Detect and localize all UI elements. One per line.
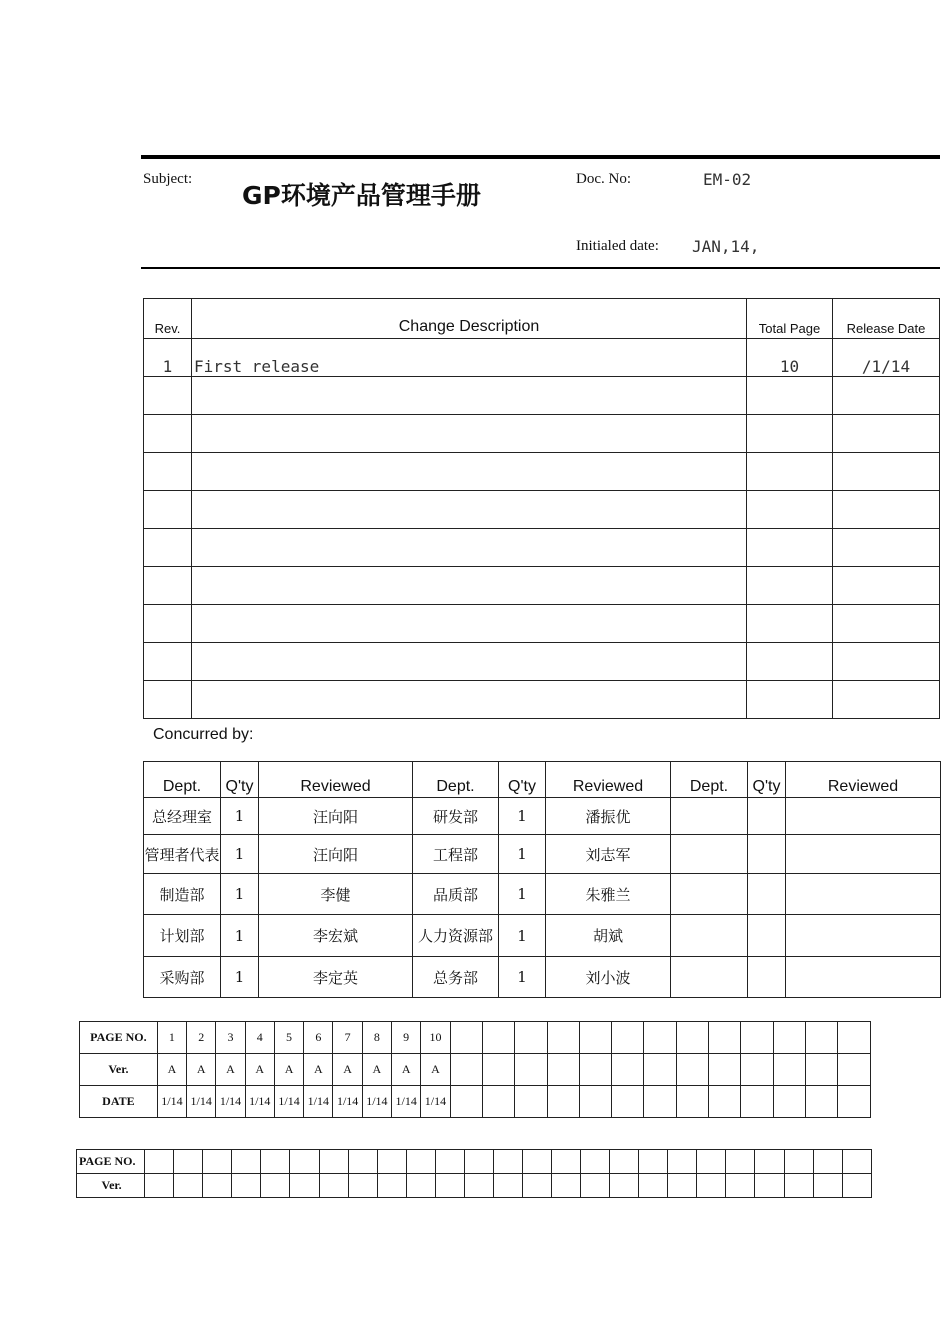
revision-row bbox=[144, 377, 940, 415]
release-date-cell bbox=[833, 681, 940, 719]
revision-row bbox=[144, 453, 940, 491]
page-cell bbox=[450, 1054, 482, 1086]
page-no-label-2: PAGE NO. bbox=[77, 1150, 145, 1174]
page-version-table bbox=[79, 1021, 871, 1118]
page-cell: 9 bbox=[392, 1022, 421, 1054]
header-bottom-rule bbox=[141, 267, 940, 269]
qty-cell bbox=[748, 915, 786, 957]
reviewed-header: Reviewed bbox=[786, 762, 941, 798]
page-cell bbox=[668, 1150, 697, 1174]
page-cell bbox=[676, 1086, 708, 1118]
page-cell bbox=[709, 1086, 741, 1118]
page-cell bbox=[697, 1150, 726, 1174]
revision-row bbox=[144, 681, 940, 719]
reviewed-cell: 汪向阳 bbox=[259, 835, 413, 874]
page-no-row bbox=[80, 1022, 871, 1054]
page-cell bbox=[482, 1022, 514, 1054]
subject-label: Subject: bbox=[143, 171, 193, 187]
change-description-cell bbox=[192, 529, 747, 567]
page-cell bbox=[522, 1174, 551, 1198]
page-cell bbox=[377, 1174, 406, 1198]
rev-cell bbox=[144, 377, 192, 415]
page-cell bbox=[741, 1054, 773, 1086]
total-page-cell bbox=[747, 453, 833, 491]
total-page-cell: 10 bbox=[747, 339, 833, 377]
revision-row bbox=[144, 605, 940, 643]
qty-cell: 1 bbox=[499, 798, 546, 835]
release-date-cell bbox=[833, 377, 940, 415]
page-cell: 1/14 bbox=[304, 1086, 333, 1118]
page-cell bbox=[319, 1150, 348, 1174]
concurred-by-label: Concurred by: bbox=[153, 726, 254, 743]
page-cell bbox=[755, 1174, 784, 1198]
page-cell bbox=[773, 1086, 805, 1118]
page-cell bbox=[435, 1174, 464, 1198]
page-no-row-2 bbox=[77, 1150, 872, 1174]
page-cell: 5 bbox=[274, 1022, 303, 1054]
page-cell bbox=[547, 1086, 579, 1118]
page-cell bbox=[741, 1086, 773, 1118]
page-version-table-2 bbox=[76, 1149, 872, 1198]
qty-header: Q'ty bbox=[748, 762, 786, 798]
page-cell bbox=[784, 1174, 813, 1198]
rev-cell bbox=[144, 529, 192, 567]
page-cell bbox=[838, 1086, 871, 1118]
page-cell: A bbox=[216, 1054, 245, 1086]
reviewed-cell bbox=[786, 798, 941, 835]
reviewed-cell bbox=[786, 835, 941, 874]
rev-cell bbox=[144, 567, 192, 605]
rev-cell bbox=[144, 643, 192, 681]
rev-cell bbox=[144, 415, 192, 453]
reviewed-cell: 胡斌 bbox=[546, 915, 671, 957]
page-cell bbox=[319, 1174, 348, 1198]
dept-cell: 工程部 bbox=[413, 835, 499, 874]
document-title: GP环境产品管理手册 bbox=[242, 181, 481, 210]
change-description-cell bbox=[192, 643, 747, 681]
page-cell bbox=[493, 1174, 522, 1198]
release-date-cell: /1/14 bbox=[833, 339, 940, 377]
page-cell bbox=[842, 1150, 871, 1174]
concurred-header-row bbox=[144, 762, 941, 798]
page-cell bbox=[612, 1054, 644, 1086]
release-date-cell bbox=[833, 491, 940, 529]
change-description-cell bbox=[192, 605, 747, 643]
page-cell bbox=[644, 1022, 676, 1054]
page-cell bbox=[174, 1174, 203, 1198]
page-cell bbox=[773, 1022, 805, 1054]
version-row bbox=[80, 1054, 871, 1086]
page-cell bbox=[709, 1054, 741, 1086]
page-cell bbox=[482, 1054, 514, 1086]
reviewed-cell bbox=[786, 915, 941, 957]
qty-cell: 1 bbox=[499, 835, 546, 874]
page-cell: 1/14 bbox=[157, 1086, 186, 1118]
page-cell: 1/14 bbox=[362, 1086, 391, 1118]
release-date-cell bbox=[833, 529, 940, 567]
page-cell: 6 bbox=[304, 1022, 333, 1054]
page-cell: A bbox=[362, 1054, 391, 1086]
page-cell bbox=[450, 1022, 482, 1054]
page-cell: A bbox=[187, 1054, 216, 1086]
page-cell: 1/14 bbox=[216, 1086, 245, 1118]
concurred-table-body bbox=[144, 798, 941, 998]
rev-cell bbox=[144, 491, 192, 529]
change-description-cell bbox=[192, 491, 747, 529]
version-label-2: Ver. bbox=[77, 1174, 145, 1198]
page-cell bbox=[806, 1086, 838, 1118]
revision-row bbox=[144, 491, 940, 529]
date-label: DATE bbox=[80, 1086, 158, 1118]
page-cell bbox=[726, 1150, 755, 1174]
concurred-row bbox=[144, 798, 941, 835]
reviewed-cell: 朱雅兰 bbox=[546, 874, 671, 915]
concurred-row bbox=[144, 915, 941, 957]
page-cell bbox=[806, 1022, 838, 1054]
revision-row bbox=[144, 567, 940, 605]
dept-cell bbox=[671, 835, 748, 874]
page-cell bbox=[261, 1174, 290, 1198]
page-cell bbox=[813, 1150, 842, 1174]
dept-cell: 制造部 bbox=[144, 874, 221, 915]
page-cell bbox=[145, 1174, 174, 1198]
concurred-row bbox=[144, 957, 941, 998]
total-page-cell bbox=[747, 377, 833, 415]
revision-table bbox=[143, 298, 940, 719]
page-cell: 1/14 bbox=[392, 1086, 421, 1118]
rev-header: Rev. bbox=[144, 299, 192, 339]
page-cell: A bbox=[421, 1054, 450, 1086]
reviewed-header: Reviewed bbox=[546, 762, 671, 798]
rev-cell bbox=[144, 453, 192, 491]
page-cell: 1/14 bbox=[245, 1086, 274, 1118]
dept-cell bbox=[671, 957, 748, 998]
page-cell bbox=[806, 1054, 838, 1086]
page-cell: 1 bbox=[157, 1022, 186, 1054]
page-cell bbox=[348, 1174, 377, 1198]
page-cell bbox=[435, 1150, 464, 1174]
dept-cell: 总经理室 bbox=[144, 798, 221, 835]
doc-no-value: EM-02 bbox=[703, 170, 752, 189]
rev-cell bbox=[144, 605, 192, 643]
page-cell bbox=[676, 1022, 708, 1054]
page-cell bbox=[145, 1150, 174, 1174]
dept-header: Dept. bbox=[413, 762, 499, 798]
page-cell bbox=[515, 1054, 547, 1086]
dept-cell bbox=[671, 915, 748, 957]
qty-header: Q'ty bbox=[221, 762, 259, 798]
page-cell bbox=[644, 1086, 676, 1118]
page-cell bbox=[493, 1150, 522, 1174]
page-cell bbox=[522, 1150, 551, 1174]
page-cell bbox=[515, 1022, 547, 1054]
dept-cell: 计划部 bbox=[144, 915, 221, 957]
reviewed-cell: 潘振优 bbox=[546, 798, 671, 835]
page-cell bbox=[784, 1150, 813, 1174]
page-cell bbox=[261, 1150, 290, 1174]
qty-cell: 1 bbox=[221, 915, 259, 957]
change-description-cell bbox=[192, 681, 747, 719]
reviewed-cell bbox=[786, 957, 941, 998]
page-cell bbox=[610, 1174, 639, 1198]
page-cell bbox=[612, 1086, 644, 1118]
page-cell bbox=[668, 1174, 697, 1198]
page-cell bbox=[741, 1022, 773, 1054]
initialed-date-label: Initialed date: bbox=[576, 238, 659, 254]
page-cell: A bbox=[245, 1054, 274, 1086]
page-cell: A bbox=[304, 1054, 333, 1086]
page-cell bbox=[581, 1150, 610, 1174]
page-cell: 1/14 bbox=[274, 1086, 303, 1118]
page-cell bbox=[203, 1174, 232, 1198]
page-cell bbox=[579, 1022, 611, 1054]
page-cell bbox=[547, 1022, 579, 1054]
page-cell bbox=[676, 1054, 708, 1086]
page-cell bbox=[290, 1150, 319, 1174]
total-page-cell bbox=[747, 491, 833, 529]
reviewed-cell: 李健 bbox=[259, 874, 413, 915]
page-cell bbox=[450, 1086, 482, 1118]
reviewed-cell: 李宏斌 bbox=[259, 915, 413, 957]
qty-cell bbox=[748, 835, 786, 874]
reviewed-cell: 汪向阳 bbox=[259, 798, 413, 835]
qty-cell bbox=[748, 798, 786, 835]
page-cell: A bbox=[333, 1054, 362, 1086]
revision-table-body bbox=[144, 339, 940, 719]
page-cell bbox=[203, 1150, 232, 1174]
page-cell bbox=[464, 1174, 493, 1198]
qty-cell: 1 bbox=[499, 874, 546, 915]
dept-cell: 研发部 bbox=[413, 798, 499, 835]
dept-cell: 人力资源部 bbox=[413, 915, 499, 957]
page-cell bbox=[610, 1150, 639, 1174]
revision-row bbox=[144, 643, 940, 681]
change-description-cell bbox=[192, 567, 747, 605]
total-page-cell bbox=[747, 643, 833, 681]
page-cell bbox=[813, 1174, 842, 1198]
release-date-cell bbox=[833, 567, 940, 605]
page-cell bbox=[232, 1174, 261, 1198]
release-date-cell bbox=[833, 415, 940, 453]
qty-cell: 1 bbox=[221, 835, 259, 874]
reviewed-cell: 刘小波 bbox=[546, 957, 671, 998]
rev-cell: 1 bbox=[144, 339, 192, 377]
total-page-cell bbox=[747, 567, 833, 605]
page-cell bbox=[174, 1150, 203, 1174]
page-cell bbox=[377, 1150, 406, 1174]
change-description-cell bbox=[192, 453, 747, 491]
dept-cell: 管理者代表 bbox=[144, 835, 221, 874]
page-cell bbox=[755, 1150, 784, 1174]
page-cell bbox=[581, 1174, 610, 1198]
page-cell bbox=[232, 1150, 261, 1174]
page-cell bbox=[579, 1086, 611, 1118]
page-version-table-2-body bbox=[77, 1150, 872, 1198]
page-cell bbox=[482, 1086, 514, 1118]
page-cell: 3 bbox=[216, 1022, 245, 1054]
page-cell bbox=[773, 1054, 805, 1086]
qty-cell: 1 bbox=[221, 874, 259, 915]
dept-cell: 采购部 bbox=[144, 957, 221, 998]
rev-cell bbox=[144, 681, 192, 719]
revision-row bbox=[144, 529, 940, 567]
page-cell: A bbox=[392, 1054, 421, 1086]
page-cell bbox=[639, 1174, 668, 1198]
change-description-header: Change Description bbox=[192, 299, 747, 339]
qty-cell: 1 bbox=[499, 915, 546, 957]
release-date-cell bbox=[833, 605, 940, 643]
release-date-cell bbox=[833, 643, 940, 681]
page-cell bbox=[290, 1174, 319, 1198]
page-version-table-body bbox=[80, 1022, 871, 1118]
page-cell bbox=[639, 1150, 668, 1174]
page-cell bbox=[579, 1054, 611, 1086]
concurred-row bbox=[144, 874, 941, 915]
qty-cell: 1 bbox=[221, 798, 259, 835]
total-page-cell bbox=[747, 415, 833, 453]
page-cell bbox=[644, 1054, 676, 1086]
page-cell: 4 bbox=[245, 1022, 274, 1054]
total-page-header: Total Page bbox=[747, 299, 833, 339]
page-cell: 7 bbox=[333, 1022, 362, 1054]
page-cell: 1/14 bbox=[187, 1086, 216, 1118]
total-page-cell bbox=[747, 605, 833, 643]
page-cell bbox=[726, 1174, 755, 1198]
header-top-rule bbox=[141, 155, 940, 159]
page-cell: 1/14 bbox=[421, 1086, 450, 1118]
page-cell bbox=[697, 1174, 726, 1198]
change-description-cell bbox=[192, 377, 747, 415]
page-cell bbox=[709, 1022, 741, 1054]
page-cell: A bbox=[274, 1054, 303, 1086]
page-cell bbox=[552, 1150, 581, 1174]
page-cell bbox=[515, 1086, 547, 1118]
total-page-cell bbox=[747, 529, 833, 567]
page-cell bbox=[406, 1174, 435, 1198]
dept-cell: 总务部 bbox=[413, 957, 499, 998]
qty-cell: 1 bbox=[499, 957, 546, 998]
revision-row bbox=[144, 339, 940, 377]
page-cell bbox=[612, 1022, 644, 1054]
qty-header: Q'ty bbox=[499, 762, 546, 798]
version-row-2 bbox=[77, 1174, 872, 1198]
initialed-date-value: JAN,14, bbox=[692, 237, 760, 256]
page-cell bbox=[348, 1150, 377, 1174]
page-cell: 2 bbox=[187, 1022, 216, 1054]
page-cell bbox=[838, 1054, 871, 1086]
reviewed-cell: 刘志军 bbox=[546, 835, 671, 874]
change-description-cell bbox=[192, 415, 747, 453]
version-label: Ver. bbox=[80, 1054, 158, 1086]
dept-header: Dept. bbox=[671, 762, 748, 798]
qty-cell bbox=[748, 874, 786, 915]
release-date-cell bbox=[833, 453, 940, 491]
concurred-table bbox=[143, 761, 941, 998]
reviewed-cell: 李定英 bbox=[259, 957, 413, 998]
concurred-row bbox=[144, 835, 941, 874]
release-date-header: Release Date bbox=[833, 299, 940, 339]
page-cell bbox=[547, 1054, 579, 1086]
page-cell: A bbox=[157, 1054, 186, 1086]
dept-cell: 品质部 bbox=[413, 874, 499, 915]
revision-row bbox=[144, 415, 940, 453]
page-cell: 1/14 bbox=[333, 1086, 362, 1118]
qty-cell bbox=[748, 957, 786, 998]
page-cell bbox=[464, 1150, 493, 1174]
change-description-cell: First release bbox=[192, 339, 747, 377]
page-no-label: PAGE NO. bbox=[80, 1022, 158, 1054]
qty-cell: 1 bbox=[221, 957, 259, 998]
page-cell: 10 bbox=[421, 1022, 450, 1054]
total-page-cell bbox=[747, 681, 833, 719]
date-row bbox=[80, 1086, 871, 1118]
reviewed-header: Reviewed bbox=[259, 762, 413, 798]
dept-cell bbox=[671, 874, 748, 915]
page-cell bbox=[552, 1174, 581, 1198]
page-cell bbox=[838, 1022, 871, 1054]
page-cell bbox=[842, 1174, 871, 1198]
page-cell bbox=[406, 1150, 435, 1174]
doc-no-label: Doc. No: bbox=[576, 171, 631, 187]
reviewed-cell bbox=[786, 874, 941, 915]
dept-cell bbox=[671, 798, 748, 835]
page-cell: 8 bbox=[362, 1022, 391, 1054]
dept-header: Dept. bbox=[144, 762, 221, 798]
